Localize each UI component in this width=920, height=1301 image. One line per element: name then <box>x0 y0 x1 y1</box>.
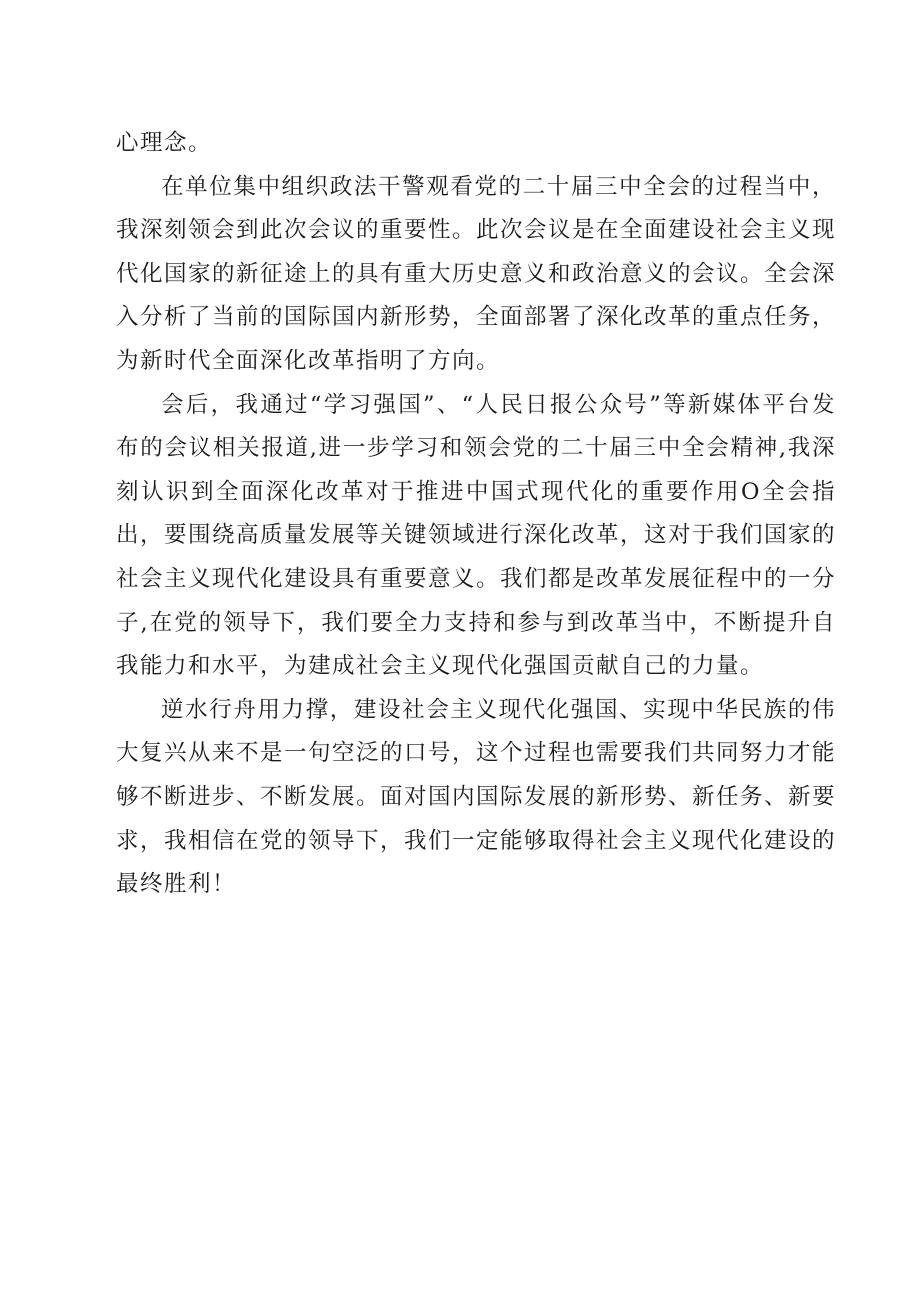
paragraph-meeting-viewing: 在单位集中组织政法干警观看党的二十届三中全会的过程当中，我深刻领会到此次会议的重要性。此次会议是在全面建设社会主义现代化国家的新征途上的具有重大历史意义和政治意义的会议。全会深入分析了当前的国际国内新形势，全面部署了深化改革的重点任务，为新时代全面深化改革指明了方向。 <box>116 173 837 374</box>
paragraph-conclusion: 逆水行舟用力撑，建设社会主义现代化强国、实现中华民族的伟大复兴从来不是一句空泛的口号，这个过程也需要我们共同努力才能够不断进步、不断发展。面对国内国际发展的新形势、新任务、新要求，我相信在党的领导下，我们一定能够取得社会主义现代化建设的最终胜利！ <box>116 696 837 898</box>
document-body <box>116 122 836 907</box>
paragraph-after-meeting: 会后，我通过“学习强国”、“人民日报公众号”等新媒体平台发布的会议相关报道,进一步学习和领会党的二十届三中全会精神,我深刻认识到全面深化改革对于推进中国式现代化的重要作用O全会指出，要围绕高质量发展等关键领域进行深化改革，这对于我们国家的社会主义现代化建设具有重要意义。我们都是改革发展征程中的一分子,在党的领导下，我们要全力支持和参与到改革当中，不断提升自我能力和水平，为建成社会主义现代化强国贡献自己的力量。 <box>116 391 837 680</box>
paragraph-continuation: 心理念。 <box>116 130 213 156</box>
